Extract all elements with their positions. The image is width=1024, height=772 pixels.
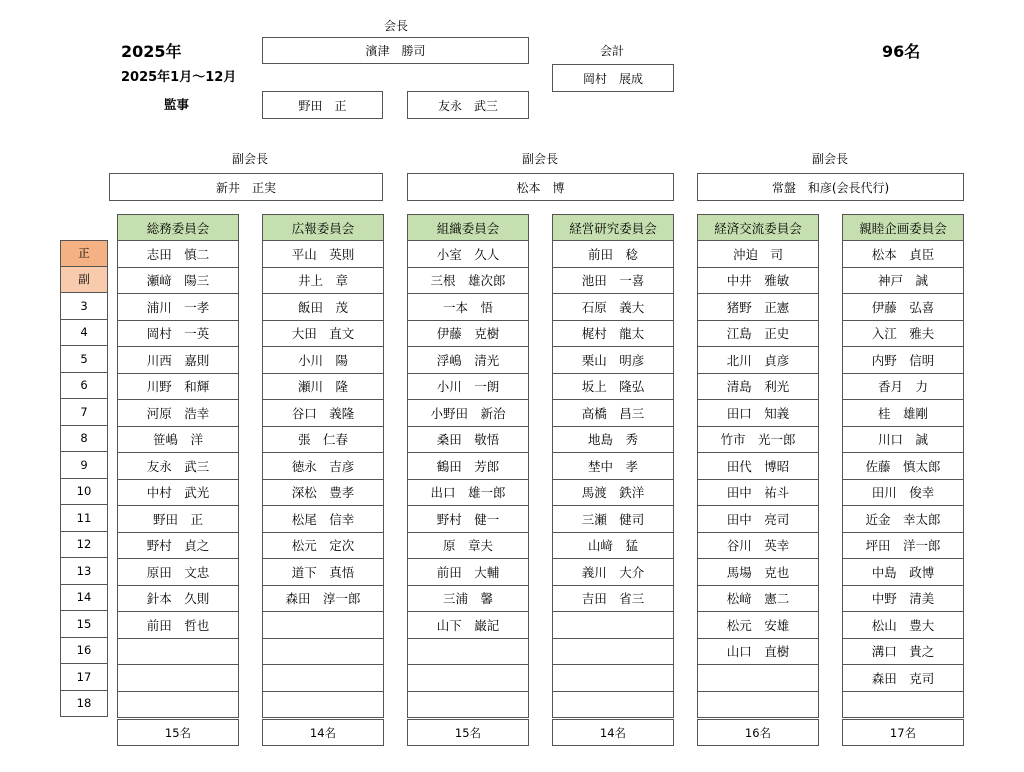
treasurer-box [552,64,674,92]
member-cell: 森田 淳一郎 [262,586,384,613]
member-cell: 入江 雅夫 [842,321,964,348]
member-cell: 三瀬 健司 [552,506,674,533]
member-cell: 一本 悟 [407,294,529,321]
member-cell: 石原 義大 [552,294,674,321]
committee-member-count: 17名 [842,719,964,746]
member-cell: 坂上 隆弘 [552,374,674,401]
member-cell [407,665,529,692]
member-cell: 江島 正史 [697,321,819,348]
member-cell: 前田 稔 [552,241,674,268]
member-cell: 山﨑 猛 [552,533,674,560]
rank-cell: 7 [60,399,108,426]
member-cell [407,692,529,719]
treasurer-name: 岡村 展成 [582,71,643,86]
committee-header: 経済交流委員会 [697,214,819,241]
member-cell: 原 章夫 [407,533,529,560]
member-cell: 深松 豊孝 [262,480,384,507]
committee-member-count: 16名 [697,719,819,746]
member-cell: 田中 亮司 [697,506,819,533]
vice-president-box-3 [697,173,964,201]
member-cell: 出口 雄一郎 [407,480,529,507]
rank-cell: 5 [60,346,108,373]
member-cell: 小室 久人 [407,241,529,268]
member-cell: 吉田 省三 [552,586,674,613]
auditor-box-1 [262,91,383,119]
committee-header: 組織委員会 [407,214,529,241]
member-cell: 坪田 洋一郎 [842,533,964,560]
member-cell: 谷川 英幸 [697,533,819,560]
member-cell: 松尾 信幸 [262,506,384,533]
president-label: 会長 [383,19,408,33]
rank-cell: 3 [60,293,108,320]
member-cell: 井上 章 [262,268,384,295]
member-cell: 野村 健一 [407,506,529,533]
committee-column [552,214,674,718]
member-cell: 沖迫 司 [697,241,819,268]
president-box [262,37,529,64]
vice-president-box-2 [407,173,674,201]
vice-president-label-1: 副会長 [231,152,268,166]
member-cell: 瀬川 隆 [262,374,384,401]
committee-column [407,214,529,718]
auditor-label: 監事 [164,97,190,112]
rank-cell: 13 [60,558,108,585]
member-cell: 栗山 明彦 [552,347,674,374]
year-heading: 2025年 [121,42,182,61]
member-cell: 高橋 昌三 [552,400,674,427]
member-cell: 佐藤 慎太郎 [842,453,964,480]
member-cell: 川西 嘉則 [117,347,239,374]
member-cell: 埜中 孝 [552,453,674,480]
member-cell: 浮嶋 清光 [407,347,529,374]
member-cell: 中村 武光 [117,480,239,507]
treasurer-label: 会計 [599,44,624,58]
member-cell: 桂 雄剛 [842,400,964,427]
member-cell [262,665,384,692]
vice-president-name-3: 常盤 和彦(会長代行) [771,180,890,195]
period-text: 2025年1月～12月 [121,70,237,85]
vice-president-name-2: 松本 博 [516,180,565,195]
committee-member-count: 14名 [552,719,674,746]
committee-column [697,214,819,718]
rank-cell: 17 [60,664,108,691]
member-cell: 小川 一朗 [407,374,529,401]
rank-cell: 6 [60,373,108,400]
member-cell: 伊藤 克樹 [407,321,529,348]
member-cell: 瀬﨑 陽三 [117,268,239,295]
member-cell [552,692,674,719]
member-cell: 松本 貞臣 [842,241,964,268]
total-member-count: 96名 [882,42,921,61]
member-cell [842,692,964,719]
member-cell [407,639,529,666]
member-cell: 山口 直樹 [697,639,819,666]
member-cell: 中井 雅敏 [697,268,819,295]
member-cell: 香月 力 [842,374,964,401]
member-cell: 野村 貞之 [117,533,239,560]
member-cell: 平山 英則 [262,241,384,268]
member-cell: 三根 雄次郎 [407,268,529,295]
member-cell: 谷口 義隆 [262,400,384,427]
member-cell: 小野田 新治 [407,400,529,427]
member-cell: 徳永 吉彦 [262,453,384,480]
auditor-name-2: 友永 武三 [437,98,498,113]
committee-header: 総務委員会 [117,214,239,241]
president-name: 濱津 勝司 [365,44,426,58]
member-cell: 野田 正 [117,506,239,533]
member-cell: 森田 克司 [842,665,964,692]
vice-president-name-1: 新井 正実 [215,180,276,195]
member-cell: 田川 俊幸 [842,480,964,507]
vice-president-label-3: 副会長 [811,152,848,166]
member-cell: 内野 信明 [842,347,964,374]
rank-cell: 4 [60,320,108,347]
member-cell [697,665,819,692]
committee-header: 広報委員会 [262,214,384,241]
member-cell: 地島 秀 [552,427,674,454]
committee-member-count: 15名 [407,719,529,746]
member-cell [262,612,384,639]
rank-cell: 11 [60,505,108,532]
member-cell: 桑田 敬悟 [407,427,529,454]
vice-president-box-1 [109,173,383,201]
member-cell: 川口 誠 [842,427,964,454]
vice-president-label-2: 副会長 [521,152,558,166]
member-cell: 池田 一喜 [552,268,674,295]
rank-cell: 正 [60,240,108,267]
rank-cell: 9 [60,452,108,479]
rank-cell: 18 [60,691,108,718]
member-cell: 岡村 一英 [117,321,239,348]
member-cell [262,639,384,666]
rank-cell: 16 [60,638,108,665]
member-cell [117,692,239,719]
member-cell: 小川 陽 [262,347,384,374]
member-cell: 前田 哲也 [117,612,239,639]
auditor-name-1: 野田 正 [298,98,347,113]
member-cell: 笹嶋 洋 [117,427,239,454]
member-cell: 伊藤 弘喜 [842,294,964,321]
member-cell: 馬場 克也 [697,559,819,586]
member-cell: 清島 利光 [697,374,819,401]
rank-cell: 12 [60,532,108,559]
member-cell [697,692,819,719]
member-cell: 中野 清美 [842,586,964,613]
rank-cell: 8 [60,426,108,453]
member-cell: 道下 真悟 [262,559,384,586]
member-cell: 飯田 茂 [262,294,384,321]
member-cell: 三浦 馨 [407,586,529,613]
member-cell: 大田 直文 [262,321,384,348]
member-cell: 田口 知義 [697,400,819,427]
member-cell: 中島 政博 [842,559,964,586]
member-cell: 田中 祐斗 [697,480,819,507]
auditor-box-2 [407,91,529,119]
committee-header: 親睦企画委員会 [842,214,964,241]
member-cell: 河原 浩幸 [117,400,239,427]
rank-column [60,240,108,717]
member-cell [117,639,239,666]
member-cell: 溝口 貴之 [842,639,964,666]
rank-cell: 15 [60,611,108,638]
member-cell: 松山 豊大 [842,612,964,639]
member-cell: 義川 大介 [552,559,674,586]
committee-column [262,214,384,718]
member-cell [552,665,674,692]
member-cell: 鶴田 芳郎 [407,453,529,480]
member-cell: 北川 貞彦 [697,347,819,374]
member-cell [552,639,674,666]
member-cell: 松﨑 憲二 [697,586,819,613]
member-cell: 近金 幸太郎 [842,506,964,533]
member-cell: 川野 和輝 [117,374,239,401]
member-cell: 原田 文忠 [117,559,239,586]
committee-column [117,214,239,718]
member-cell: 神戸 誠 [842,268,964,295]
member-cell: 前田 大輔 [407,559,529,586]
committee-header: 経営研究委員会 [552,214,674,241]
member-cell: 張 仁春 [262,427,384,454]
member-cell: 松元 安雄 [697,612,819,639]
member-cell: 針本 久則 [117,586,239,613]
rank-cell: 14 [60,585,108,612]
member-cell: 山下 巌記 [407,612,529,639]
member-cell: 田代 博昭 [697,453,819,480]
member-cell: 浦川 一孝 [117,294,239,321]
member-cell [262,692,384,719]
committee-column [842,214,964,718]
member-cell: 竹市 光一郎 [697,427,819,454]
committee-member-count: 15名 [117,719,239,746]
rank-cell: 副 [60,267,108,294]
committee-member-count: 14名 [262,719,384,746]
member-cell [117,665,239,692]
member-cell: 松元 定次 [262,533,384,560]
member-cell: 友永 武三 [117,453,239,480]
rank-cell: 10 [60,479,108,506]
member-cell [552,612,674,639]
member-cell: 梶村 龍太 [552,321,674,348]
member-cell: 猪野 正憲 [697,294,819,321]
member-cell: 志田 慎二 [117,241,239,268]
member-cell: 馬渡 鉄洋 [552,480,674,507]
